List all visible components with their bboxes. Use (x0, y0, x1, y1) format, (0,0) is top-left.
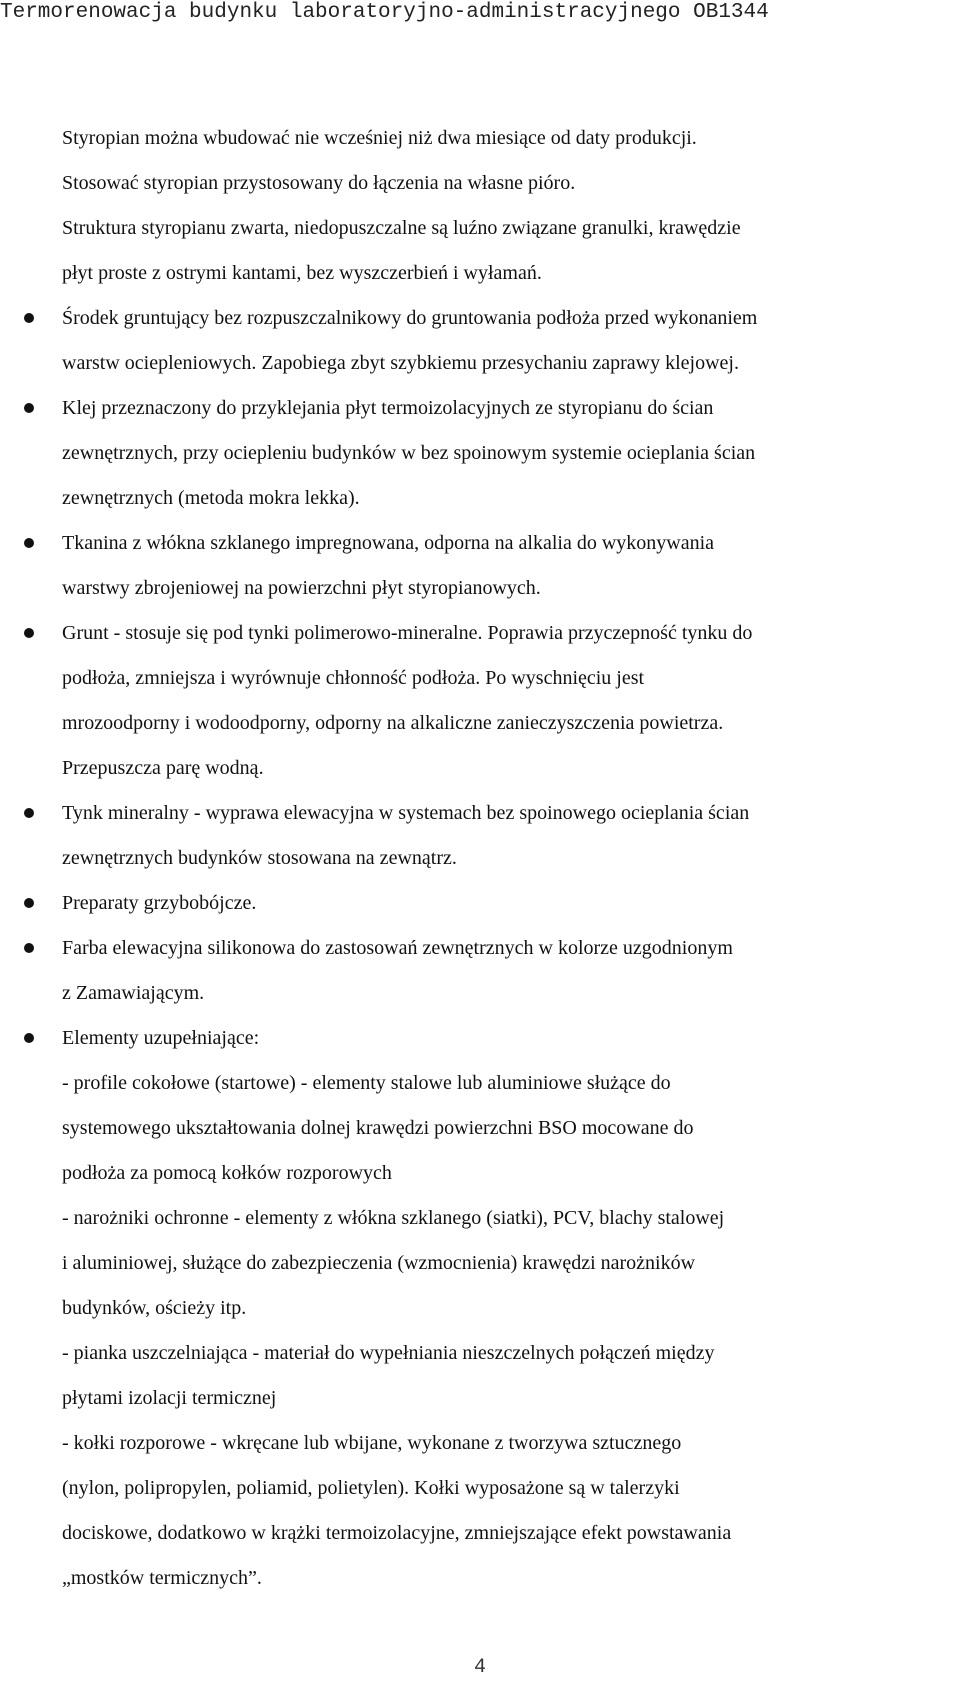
list-item-line: systemowego ukształtowania dolnej krawędzi powierzchni BSO mocowane do (62, 1117, 694, 1139)
intro-line: Struktura styropianu zwarta, niedopuszczalne są luźno związane granulki, krawędzie (62, 217, 741, 239)
bullet-icon (24, 808, 34, 818)
bullet-icon (24, 538, 34, 548)
bullet-icon (24, 313, 34, 323)
list-item-line: Tkanina z włókna szklanego impregnowana, odporna na alkalia do wykonywania (62, 532, 715, 554)
list-item (0, 926, 960, 1016)
list-item-line: warstw ociepleniowych. Zapobiega zbyt szybkiemu przesychaniu zaprawy klejowej. (62, 352, 739, 374)
bullet-icon (24, 628, 34, 638)
list-item (0, 386, 960, 521)
list-item-line: zewnętrznych (metoda mokra lekka). (62, 487, 360, 509)
list-item (0, 521, 960, 611)
list-item (0, 881, 960, 926)
intro-line: Styropian można wbudować nie wcześniej niż dwa miesiące od daty produkcji. (62, 127, 697, 149)
list-item (0, 296, 960, 386)
list-item-line: budynków, ościeży itp. (62, 1297, 247, 1319)
list-item-line: płytami izolacji termicznej (62, 1387, 277, 1409)
bullet-list (0, 296, 960, 1601)
list-item-line: Środek gruntujący bez rozpuszczalnikowy do gruntowania podłoża przed wykonaniem (62, 307, 758, 329)
list-item-line: z Zamawiającym. (62, 982, 205, 1004)
intro-line: płyt proste z ostrymi kantami, bez wyszczerbień i wyłamań. (62, 262, 542, 284)
intro-paragraph (0, 116, 960, 296)
list-item-line: - profile cokołowe (startowe) - elementy stalowe lub aluminiowe służące do (62, 1072, 671, 1094)
document-body (0, 116, 960, 1601)
list-item (0, 611, 960, 791)
list-item-line: - pianka uszczelniająca - materiał do wypełniania nieszczelnych połączeń między (62, 1342, 715, 1364)
intro-line: Stosować styropian przystosowany do łączenia na własne pióro. (62, 172, 576, 194)
header-title: Termorenowacja budynku laboratoryjno-administracyjnego OB1344 (0, 1, 769, 24)
list-item-line: podłoża za pomocą kołków rozporowych (62, 1162, 392, 1184)
bullet-icon (24, 943, 34, 953)
list-item-line: podłoża, zmniejsza i wyrównuje chłonność podłoża. Po wyschnięciu jest (62, 667, 645, 689)
list-item-line: „mostków termicznych”. (62, 1567, 262, 1589)
bullet-icon (24, 1033, 34, 1043)
bullet-icon (24, 403, 34, 413)
list-item-line: - kołki rozporowe - wkręcane lub wbijane, wykonane z tworzywa sztucznego (62, 1432, 682, 1454)
list-item-line: Tynk mineralny - wyprawa elewacyjna w systemach bez spoinowego ocieplania ścian (62, 802, 750, 824)
list-item (0, 791, 960, 881)
list-item-line: - narożniki ochronne - elementy z włókna szklanego (siatki), PCV, blachy stalowej (62, 1207, 725, 1229)
page-footer (0, 1656, 960, 1680)
list-item-line: Farba elewacyjna silikonowa do zastosowań zewnętrznych w kolorze uzgodnionym (62, 937, 733, 959)
list-item-line: Klej przeznaczony do przyklejania płyt termoizolacyjnych ze styropianu do ścian (62, 397, 714, 419)
list-item-line: warstwy zbrojeniowej na powierzchni płyt styropianowych. (62, 577, 541, 599)
bullet-icon (24, 898, 34, 908)
page-number: 4 (473, 1656, 486, 1679)
list-item-line: zewnętrznych budynków stosowana na zewnątrz. (62, 847, 457, 869)
list-item-line: dociskowe, dodatkowo w krążki termoizolacyjne, zmniejszające efekt powstawania (62, 1522, 732, 1544)
list-item-line: mrozoodporny i wodoodporny, odporny na alkaliczne zanieczyszczenia powietrza. (62, 712, 724, 734)
list-item-line: i aluminiowej, służące do zabezpieczenia (wzmocnienia) krawędzi narożników (62, 1252, 696, 1274)
list-item (0, 1016, 960, 1601)
list-item-line: (nylon, polipropylen, poliamid, polietylen). Kołki wyposażone są w talerzyki (62, 1477, 680, 1499)
list-item-line: Preparaty grzybobójcze. (62, 892, 257, 914)
list-item-line: Przepuszcza parę wodną. (62, 757, 264, 779)
list-item-line: Elementy uzupełniające: (62, 1027, 260, 1049)
list-item-line: zewnętrznych, przy ociepleniu budynków w bez spoinowym systemie ocieplania ścian (62, 442, 756, 464)
document-header (0, 0, 960, 26)
list-item-line: Grunt - stosuje się pod tynki polimerowo-mineralne. Poprawia przyczepność tynku do (62, 622, 753, 644)
